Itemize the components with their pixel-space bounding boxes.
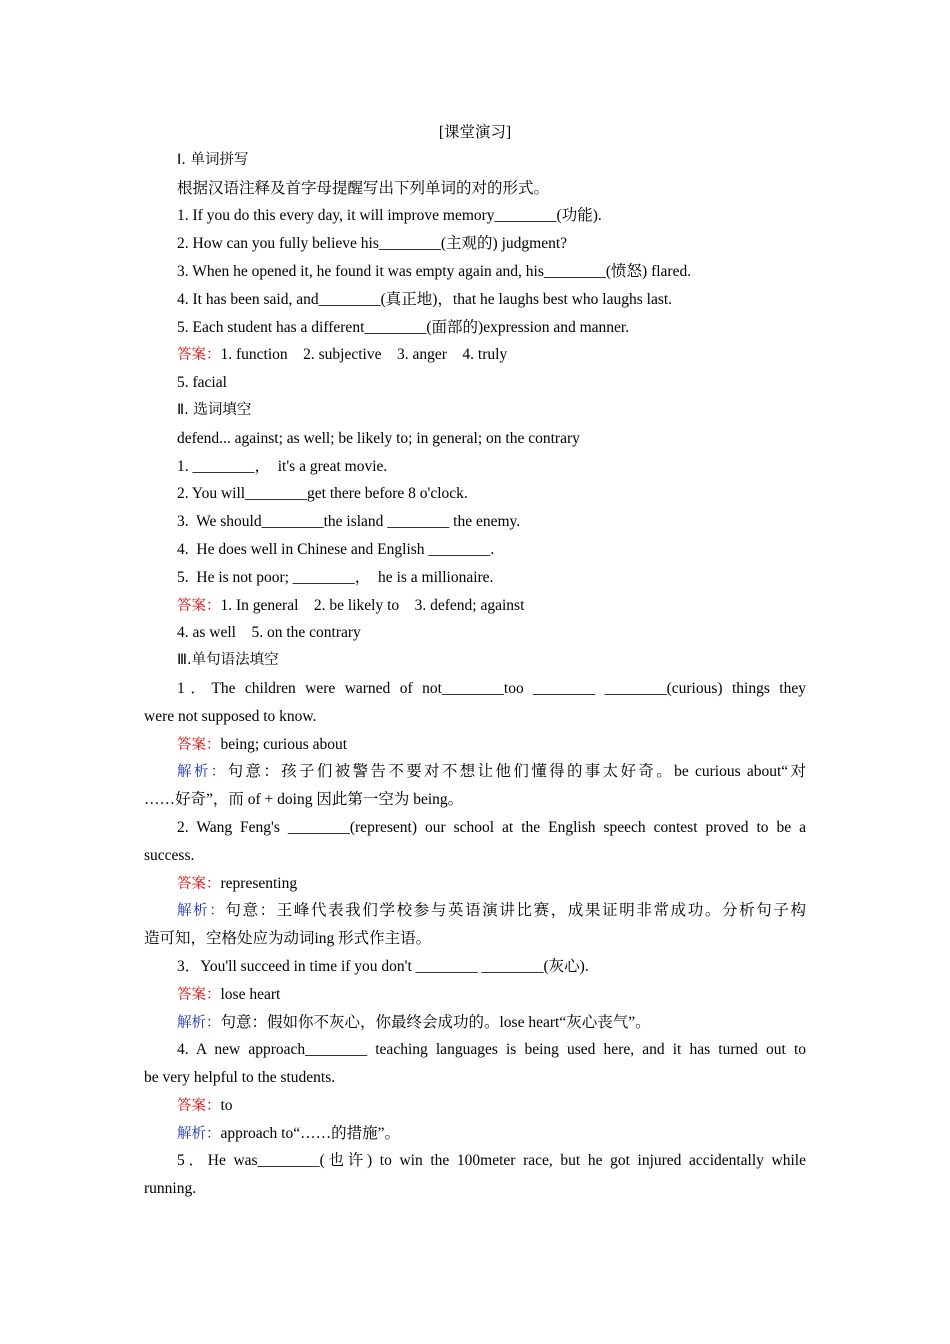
question-item: 5. Each student has a different________(面部的)expression and manner.	[177, 318, 630, 336]
explanation-text: 句意：孩子们被警告不要对不想让他们懂得的事太好奇。be curious about“对	[227, 763, 807, 781]
question-item-continued: be very helpful to the students.	[144, 1069, 336, 1087]
question-item: 1. ________， it's a great movie.	[177, 457, 388, 475]
answer-label: 答案：	[177, 986, 221, 1003]
answer-line	[144, 981, 806, 1009]
answer-text: representing	[220, 874, 298, 892]
question-item: 3．You'll succeed in time if you don't ________ ________(灰心).	[177, 957, 589, 975]
answer-line	[144, 592, 806, 620]
answer-label: 答案：	[177, 347, 221, 364]
question-item: 2. Wang Feng's ________(represent) our school at the English speech contest proved to be a	[177, 818, 806, 836]
answer-text: being; curious about	[220, 735, 348, 753]
explanation-text: 句意：王峰代表我们学校参与英语演讲比赛，成果证明非常成功。分析句子构	[225, 902, 806, 920]
explanation-line	[144, 1120, 806, 1148]
answer-label: 答案：	[177, 1097, 221, 1114]
answer-text: 1. function 2. subjective 3. anger 4. truly	[220, 346, 508, 364]
explanation-label: 解析：	[177, 1125, 221, 1142]
explanation-text: 句意：假如你不灰心，你最终会成功的。lose heart“灰心丧气”。	[220, 1013, 651, 1031]
answer-label: 答案：	[177, 875, 221, 892]
question-item: 2. You will________get there before 8 o'clock.	[177, 485, 468, 503]
question-item-continued: were not supposed to know.	[144, 707, 317, 725]
answer-text: 5. facial	[177, 374, 227, 392]
section-heading-grammar: Ⅲ.单句语法填空	[177, 652, 279, 669]
question-item-continued: success.	[144, 846, 195, 864]
section-instruction: 根据汉语注释及首字母提醒写出下列单词的对的形式。	[177, 179, 550, 197]
section-heading-fill-words: Ⅱ. 选词填空	[177, 401, 252, 418]
explanation-line	[144, 1009, 806, 1037]
explanation-label: 解析：	[177, 764, 228, 781]
explanation-line	[144, 897, 806, 925]
question-item: 4. He does well in Chinese and English ________.	[177, 540, 495, 558]
answer-line	[144, 341, 806, 369]
question-item: 3. We should________the island ________ the enemy.	[177, 513, 521, 531]
explanation-text: 造可知，空格处应为动词ing 形式作主语。	[144, 930, 432, 948]
document-page	[144, 119, 806, 1203]
answer-label: 答案：	[177, 597, 221, 614]
answer-line	[144, 870, 806, 898]
explanation-line	[144, 758, 806, 786]
answer-text: 4. as well 5. on the contrary	[177, 624, 361, 642]
answer-text: to	[220, 1096, 233, 1114]
answer-label: 答案：	[177, 736, 221, 753]
question-item: 1. If you do this every day, it will improve memory________(功能).	[177, 207, 602, 225]
explanation-text: ……好奇”，而 of + doing 因此第一空为 being。	[144, 791, 464, 809]
explanation-text: approach to“……的措施”。	[220, 1124, 400, 1142]
section-heading-spelling: Ⅰ. 单词拼写	[177, 151, 249, 168]
explanation-label: 解析：	[177, 903, 226, 920]
question-item: 2. How can you fully believe his________(主观的) judgment?	[177, 235, 568, 253]
question-item: 5．He was________(也许) to win the 100meter race, but he got injured accidentally while	[177, 1152, 806, 1170]
question-item: 4. It has been said, and________(真正地)，that he laughs best who laughs last.	[177, 290, 673, 308]
explanation-label: 解析：	[177, 1014, 221, 1031]
question-item: 1．The children were warned of not________too ________ ________(curious) things they	[177, 679, 806, 697]
question-item-continued: running.	[144, 1180, 197, 1198]
page-title: [课堂演习]	[438, 124, 512, 141]
answer-line	[144, 731, 806, 759]
question-item: 5. He is not poor; ________， he is a millionaire.	[177, 568, 494, 586]
question-item: 3. When he opened it, he found it was empty again and, his________(愤怒) flared.	[177, 262, 692, 280]
word-options: defend... against; as well; be likely to; in general; on the contrary	[177, 429, 580, 447]
answer-line	[144, 1092, 806, 1120]
answer-text: 1. In general 2. be likely to 3. defend; against	[220, 596, 525, 614]
question-item: 4. A new approach________ teaching languages is being used here, and it has turned out to	[177, 1041, 806, 1059]
answer-text: lose heart	[220, 985, 281, 1003]
